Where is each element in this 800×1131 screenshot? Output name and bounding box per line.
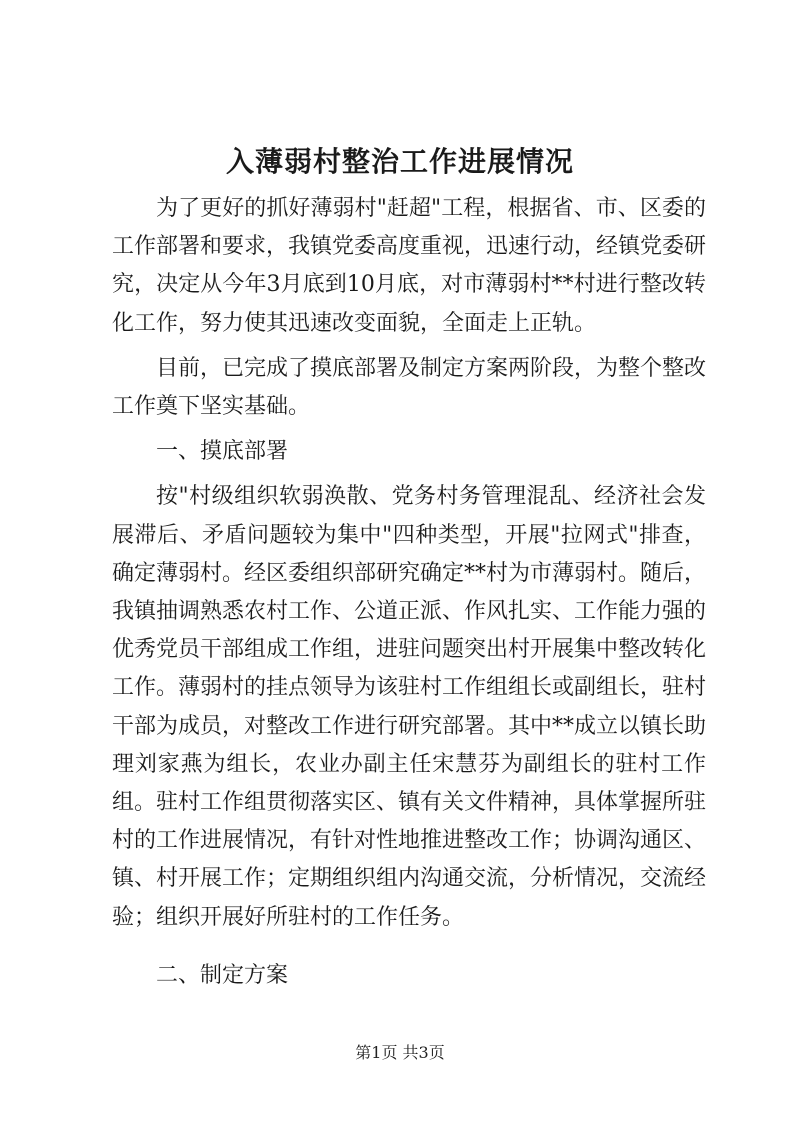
intro-paragraph: 为了更好的抓好薄弱村"赶超"工程，根据省、市、区委的工作部署和要求，我镇党委高度重视，迅速行动，经镇党委研究，决定从今年3月底到10月底，对市薄弱村**村进行整改转化工作，努力使其迅速改变面貌，全面走上正轨。 bbox=[112, 196, 707, 336]
document-body bbox=[112, 190, 706, 995]
page-number-footer: 第1页 共3页 bbox=[355, 1043, 445, 1062]
survey-paragraph: 按"村级组织软弱涣散、党务村务管理混乱、经济社会发展滞后、矛盾问题较为集中"四种类型，开展"拉网式"排查，确定薄弱村。经区委组织部研究确定**村为市薄弱村。随后，我镇抽调熟悉农村工作、公道正派、作风扎实、工作能力强的优秀党员干部组成工作组，进驻问题突出村开展集中整改转化工作。薄弱村的挂点领导为该驻村工作组组长或副组长，驻村干部为成员，对整改工作进行研究部署。其中**成立以镇长助理刘家燕为组长，农业办副主任宋慧芬为副组长的驻村工作组。驻村工作组贯彻落实区、镇有关文件精神，具体掌握所驻村的工作进展情况，有针对性地推进整改工作；协调沟通区、镇、村开展工作；定期组织组内沟通交流，分析情况，交流经验；组织开展好所驻村的工作任务。 bbox=[112, 484, 707, 930]
document-title: 入薄弱村整治工作进展情况 bbox=[225, 145, 574, 178]
section-heading-survey: 一、摸底部署 bbox=[156, 439, 289, 465]
section-heading-plan: 二、制定方案 bbox=[156, 962, 289, 988]
progress-paragraph: 目前，已完成了摸底部署及制定方案两阶段，为整个整改工作奠下坚实基础。 bbox=[112, 355, 707, 420]
